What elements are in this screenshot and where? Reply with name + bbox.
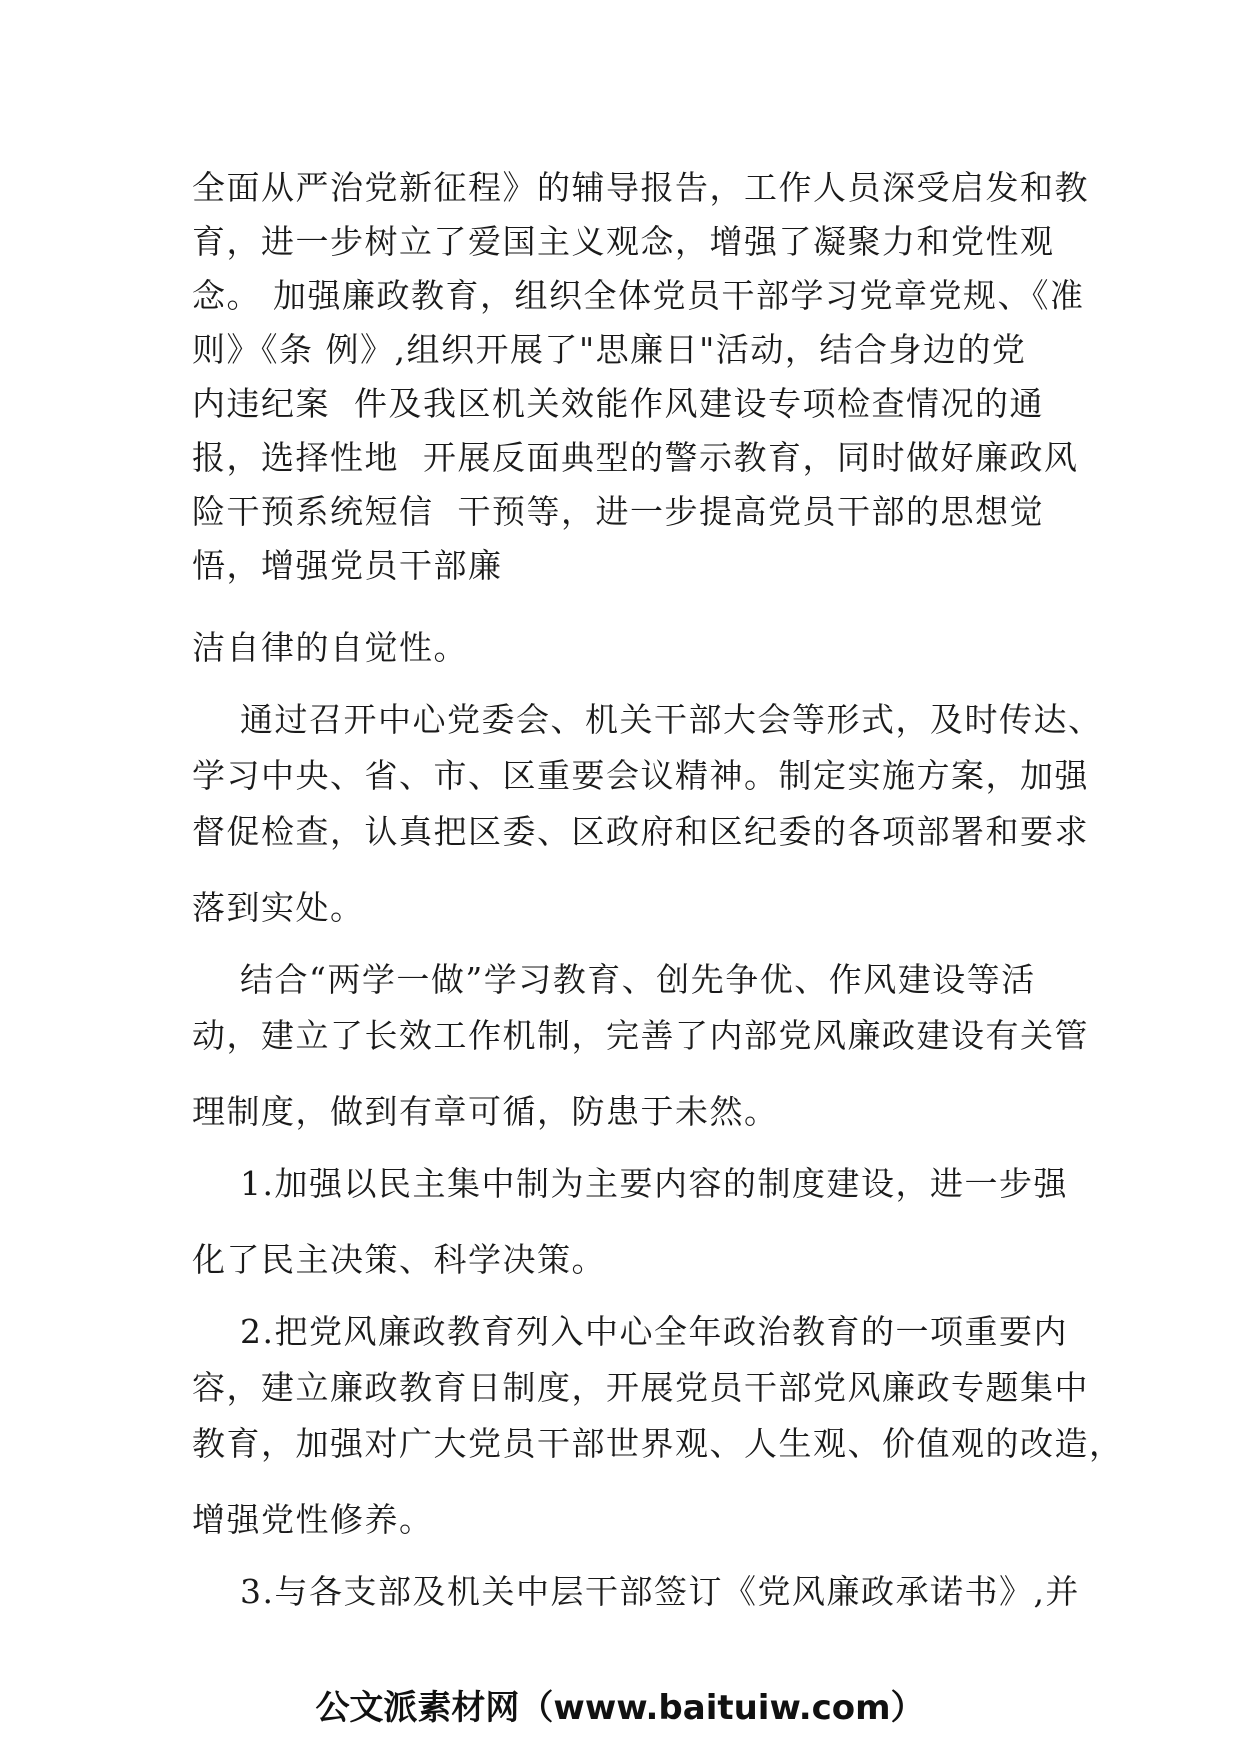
text-line: 洁自律的自觉性。 xyxy=(192,628,468,667)
text-line: 育，进一步树立了爱国主义观念，增强了凝聚力和党性观 xyxy=(192,222,1055,261)
text-line: 动，建立了长效工作机制，完善了内部党风廉政建设有关管 xyxy=(192,1016,1089,1055)
paragraph-first-line: 通过召开中心党委会、机关干部大会等形式，及时传达、 xyxy=(192,700,1103,739)
text-line: 内违纪案 件及我区机关效能作风建设专项检查情况的通 xyxy=(192,384,1044,423)
text-line: 理制度，做到有章可循，防患于未然。 xyxy=(192,1092,779,1131)
text-line: 容，建立廉政教育日制度，开展党员干部党风廉政专题集中 xyxy=(192,1368,1089,1407)
footer-watermark: 公文派素材网（www.baituiw.com） xyxy=(315,1688,925,1728)
text-line: 悟，增强党员干部廉 xyxy=(192,546,503,585)
text-line: 督促检查，认真把区委、区政府和区纪委的各项部署和要求 xyxy=(192,812,1089,851)
paragraph-first-line: 结合“两学一做”学习教育、创先争优、作风建设等活 xyxy=(192,960,1036,999)
text-line: 全面从严治党新征程》的辅导报告，工作人员深受启发和教 xyxy=(192,168,1089,207)
text-line: 学习中央、省、市、区重要会议精神。制定实施方案，加强 xyxy=(192,756,1089,795)
list-item-first-line: 3.与各支部及机关中层干部签订《党风廉政承诺书》,并 xyxy=(192,1572,1080,1611)
text-line: 念。 加强廉政教育，组织全体党员干部学习党章党规、《准 xyxy=(192,276,1085,315)
list-item-first-line: 1.加强以民主集中制为主要内容的制度建设，进一步强 xyxy=(192,1164,1068,1203)
text-line: 化了民主决策、科学决策。 xyxy=(192,1240,606,1279)
text-line: 报，选择性地 开展反面典型的警示教育，同时做好廉政风 xyxy=(192,438,1079,477)
list-item-first-line: 2.把党风廉政教育列入中心全年政治教育的一项重要内 xyxy=(192,1312,1068,1351)
text-line: 增强党性修养。 xyxy=(192,1500,434,1539)
text-line: 则》《条 例》,组织开展了"思廉日"活动，结合身边的党 xyxy=(192,330,1027,369)
text-line: 险干预系统短信 干预等，进一步提高党员干部的思想觉 xyxy=(192,492,1044,531)
text-line: 教育，加强对广大党员干部世界观、人生观、价值观的改造， xyxy=(192,1424,1124,1463)
text-line: 落到实处。 xyxy=(192,888,365,927)
